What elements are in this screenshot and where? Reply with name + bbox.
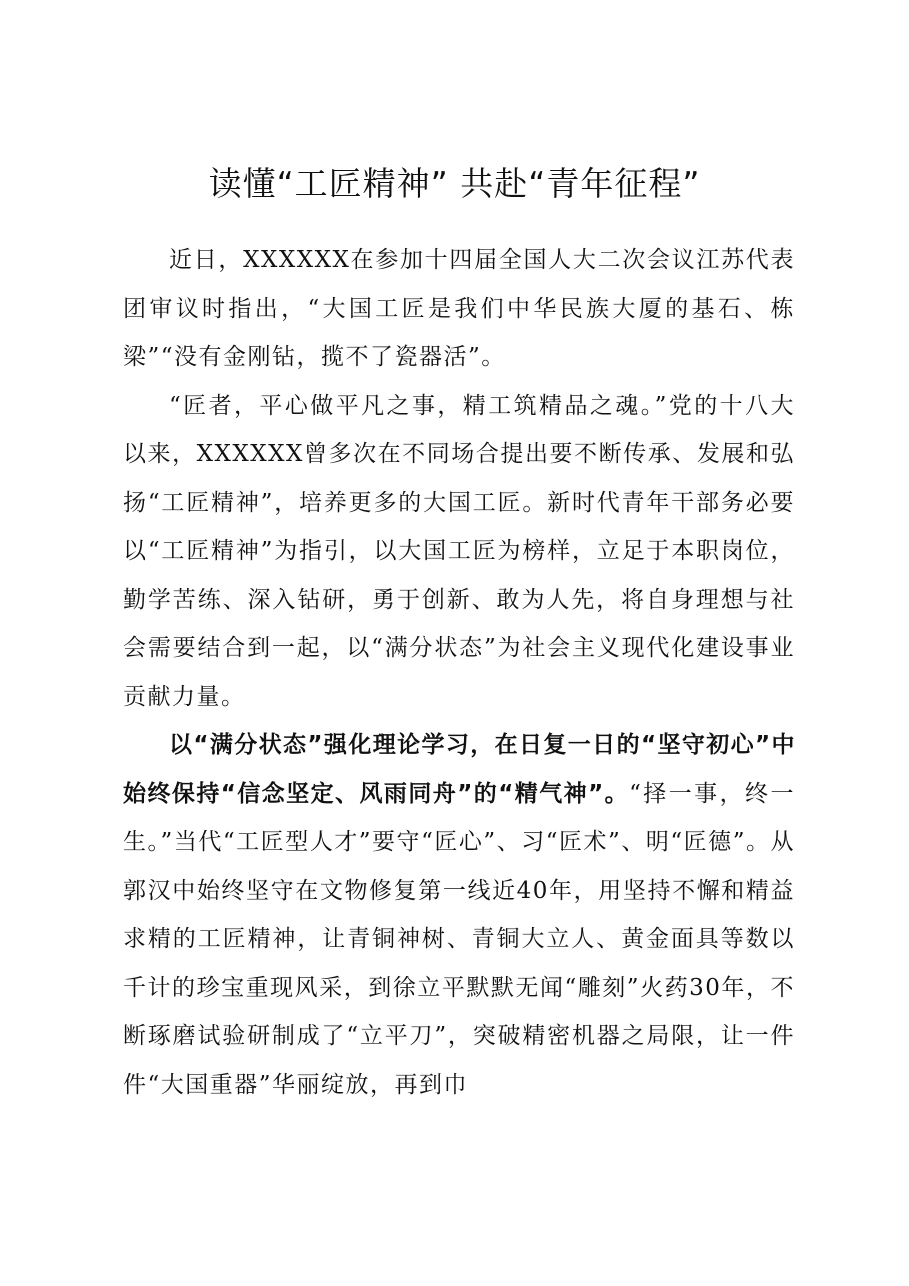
paragraph-section-1 xyxy=(123,721,795,1109)
paragraph-craftsman-spirit: “匠者，平心做平凡之事，精工筑精品之魂。”党的十八大以来，XXXXXX曾多次在不同场合提出要不断传承、发展和弘扬“工匠精神”，培养更多的大国工匠。新时代青年干部务必要以“工匠精神”为指引，以大国工匠为榜样，立足于本职岗位，勤学苦练、深入钻研，勇于创新、敢为人先，将自身理想与社会需要结合到一起，以“满分状态”为社会主义现代化建设事业贡献力量。 xyxy=(123,392,795,710)
document-body xyxy=(123,236,795,1109)
document-title: 读懂“工匠精神” 共赴“青年征程” xyxy=(208,164,701,203)
section-1-heading: 以“满分状态”强化理论学习，在日复一日的“坚守初心”中始终保持“信念坚定、风雨同舟”的“精气神”。 xyxy=(123,732,795,807)
paragraph-intro: 近日，XXXXXX在参加十四届全国人大二次会议江苏代表团审议时指出，“大国工匠是我们中华民族大厦的基石、栋梁”“没有金刚钻，揽不了瓷器活”。 xyxy=(123,247,795,370)
section-1-body: “择一事，终一生。”当代“工匠型人才”要守“匠心”、习“匠术”、明“匠德”。从郭汉中始终坚守在文物修复第一线近40年，用坚持不懈和精益求精的工匠精神，让青铜神树、青铜大立人、黄金面具等数以千计的珍宝重现风采，到徐立平默默无闻“雕刻”火药30年，不断琢磨试验研制成了“立平刀”，突破精密机器之局限，让一件件“大国重器”华丽绽放，再到巾 xyxy=(123,780,795,1098)
